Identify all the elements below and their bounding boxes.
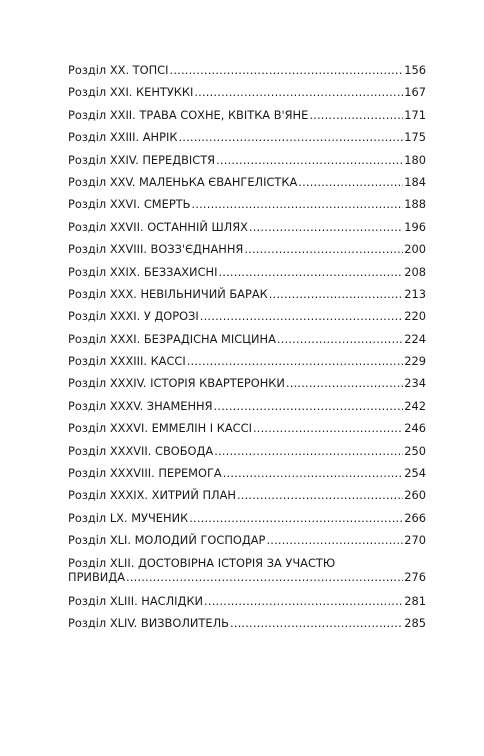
toc-entry <box>68 175 426 197</box>
toc-chapter-title: Розділ LX. МУЧЕНИК <box>68 510 189 525</box>
toc-page-number: 180 <box>404 152 426 167</box>
toc-chapter-title: Розділ XXIV. ПЕРЕДВІСТЯ <box>68 152 216 167</box>
toc-chapter-title: Розділ XXIII. АНРІК <box>68 130 178 145</box>
toc-chapter-title: Розділ XXVIII. ВОЗЗ'ЄДНАННЯ <box>68 242 244 257</box>
toc-entry <box>68 399 426 421</box>
toc-page-number: 276 <box>404 569 426 584</box>
toc-page-number: 281 <box>404 593 426 608</box>
toc-chapter-title: Розділ XXX. НЕВІЛЬНИЧИЙ БАРАК <box>68 286 268 301</box>
toc-page-number: 285 <box>404 615 426 630</box>
toc-entry-continuation <box>68 570 426 584</box>
toc-entry <box>68 466 426 488</box>
toc-entry <box>68 616 426 638</box>
toc-entry <box>68 511 426 533</box>
toc-chapter-title: Розділ XXI. КЕНТУККІ <box>68 85 194 100</box>
toc-dot-leader <box>178 130 403 144</box>
toc-page-number: 171 <box>404 107 426 122</box>
toc-page-number: 156 <box>404 63 426 77</box>
toc-page-number: 200 <box>404 242 426 257</box>
toc-entry <box>68 197 426 219</box>
toc-dot-leader <box>204 594 403 608</box>
toc-page-number: 242 <box>404 398 426 413</box>
toc-entry <box>68 309 426 331</box>
toc-chapter-title: Розділ XXIX. БЕЗЗАХИСНІ <box>68 264 218 279</box>
toc-page-number: 229 <box>404 354 426 369</box>
toc-chapter-title: Розділ XXII. ТРАВА СОХНЕ, КВІТКА В'ЯНЕ <box>68 107 309 122</box>
toc-entry <box>68 354 426 376</box>
toc-list <box>68 594 426 639</box>
toc-dot-leader <box>187 354 404 368</box>
toc-chapter-title: Розділ XXXIII. КАССІ <box>68 354 186 369</box>
toc-page-number: 167 <box>404 85 426 100</box>
toc-entry <box>68 421 426 443</box>
toc-dot-leader <box>214 444 403 458</box>
toc-dot-leader <box>309 108 403 122</box>
toc-entry <box>68 220 426 242</box>
toc-dot-leader <box>223 466 404 480</box>
toc-page-number: 196 <box>404 219 426 234</box>
toc-page-number: 220 <box>404 309 426 324</box>
toc-page-number: 270 <box>404 533 426 548</box>
toc-page-number: 234 <box>404 376 426 391</box>
toc-chapter-title: Розділ XXVII. ОСТАННІЙ ШЛЯХ <box>68 219 248 234</box>
toc-dot-leader <box>253 421 403 435</box>
toc-dot-leader <box>191 197 403 211</box>
toc-dot-leader <box>218 265 403 279</box>
toc-dot-leader <box>170 63 404 77</box>
toc-entry <box>68 130 426 152</box>
toc-page-number: 266 <box>404 510 426 525</box>
toc-page-number: 213 <box>404 286 426 301</box>
toc-entry <box>68 153 426 175</box>
toc-dot-leader <box>266 533 403 547</box>
toc-dot-leader <box>216 153 403 167</box>
toc-entry <box>68 533 426 555</box>
toc-chapter-title: ПРИВИДА <box>68 569 125 584</box>
toc-entry <box>68 376 426 398</box>
toc-entry <box>68 85 426 107</box>
toc-dot-leader <box>214 399 404 413</box>
toc-chapter-title: Розділ XXV. МАЛЕНЬКА ЄВАНГЕЛІСТКА <box>68 174 298 189</box>
toc-list <box>68 63 426 556</box>
toc-page-number: 184 <box>404 174 426 189</box>
toc-entry <box>68 108 426 130</box>
toc-page-number: 260 <box>404 488 426 503</box>
toc-entry <box>68 444 426 466</box>
toc-chapter-title: Розділ XLIII. НАСЛІДКИ <box>68 593 204 608</box>
toc-chapter-title: Розділ XXXIV. ІСТОРІЯ КВАРТЕРОНКИ <box>68 376 285 391</box>
toc-page-number: 246 <box>404 421 426 436</box>
toc-entry <box>68 594 426 616</box>
toc-page-number: 208 <box>404 264 426 279</box>
toc-chapter-title: Розділ XXXIX. ХИТРИЙ ПЛАН <box>68 488 236 503</box>
toc-dot-leader <box>269 287 404 301</box>
toc-chapter-title: Розділ XX. ТОПСІ <box>68 63 169 77</box>
toc-dot-leader <box>194 85 403 99</box>
toc-entry <box>68 287 426 309</box>
toc-entry <box>68 63 426 85</box>
toc-dot-leader <box>126 570 403 584</box>
toc-page-number: 224 <box>404 331 426 346</box>
toc-chapter-title: Розділ XXXVIII. ПЕРЕМОГА <box>68 466 222 481</box>
toc-entry <box>68 265 426 287</box>
toc-chapter-title: Розділ XLIV. ВИЗВОЛИТЕЛЬ <box>68 615 229 630</box>
toc-dot-leader <box>286 376 403 390</box>
toc-dot-leader <box>249 220 403 234</box>
toc-chapter-title: Розділ XXVI. СМЕРТЬ <box>68 197 191 212</box>
toc-dot-leader <box>244 242 403 256</box>
toc-chapter-title: Розділ XXXV. ЗНАМЕННЯ <box>68 398 213 413</box>
toc-entry <box>68 332 426 354</box>
toc-entry <box>68 488 426 510</box>
toc-chapter-title: Розділ XXXI. У ДОРОЗІ <box>68 309 199 324</box>
toc-dot-leader <box>237 488 403 502</box>
toc-entry <box>68 242 426 264</box>
toc-page-number: 175 <box>404 130 426 145</box>
toc-chapter-title: Розділ XLII. ДОСТОВІРНА ІСТОРІЯ ЗА УЧАСТЮ <box>68 555 336 570</box>
toc-page-number: 254 <box>404 466 426 481</box>
table-of-contents <box>68 63 426 638</box>
toc-chapter-title: Розділ XLI. МОЛОДИЙ ГОСПОДАР <box>68 533 266 548</box>
toc-entry <box>68 556 426 594</box>
toc-chapter-title: Розділ XXXVI. ЕММЕЛІН І КАССІ <box>68 421 252 436</box>
toc-chapter-title: Розділ XXXVII. СВОБОДА <box>68 443 214 458</box>
toc-dot-leader <box>189 511 403 525</box>
toc-dot-leader <box>277 332 403 346</box>
toc-page-number: 188 <box>404 197 426 212</box>
toc-dot-leader <box>200 309 403 323</box>
toc-dot-leader <box>230 616 403 630</box>
toc-dot-leader <box>298 175 403 189</box>
toc-chapter-title: Розділ XXXI. БЕЗРАДІСНА МІСЦИНА <box>68 331 276 346</box>
toc-page-number: 250 <box>404 443 426 458</box>
